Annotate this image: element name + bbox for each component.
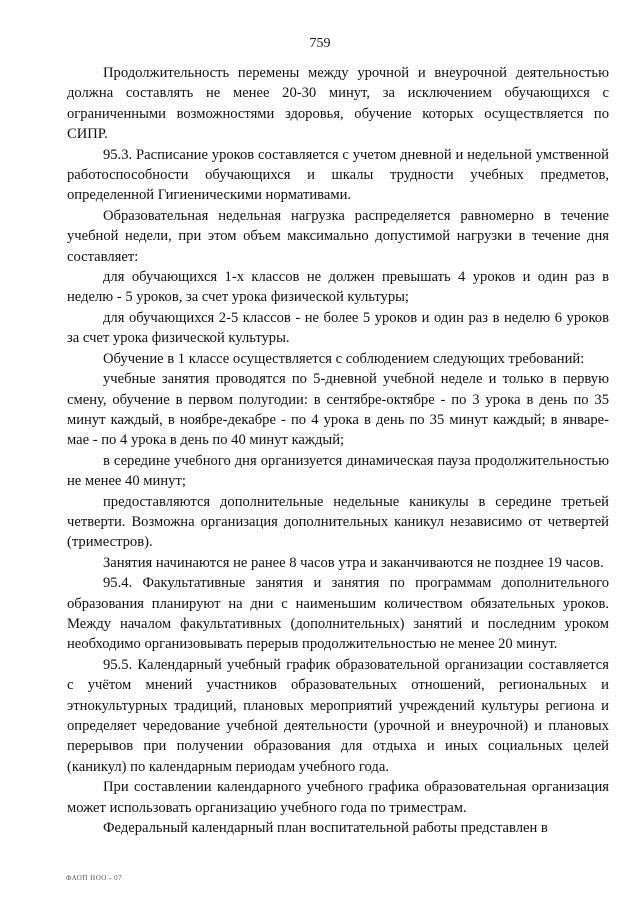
paragraph: Образовательная недельная нагрузка распределяется равномерно в течение учебной недели, при этом объем максимально допустимой нагрузки в течение дня составляет: [67,207,609,265]
paragraph: в середине учебного дня организуется динамическая пауза продолжительностью не менее 40 минут; [67,452,609,490]
paragraph: Обучение в 1 классе осуществляется с соблюдением следующих требований: [103,350,585,367]
paragraph: 95.4. Факультативные занятия и занятия по программам дополнительного образования планируют на дни с наименьшим количеством обязательных уроков. Между началом факультативных (дополнительных) занятий и последним уроком необходимо организовывать перерыв продолжительностью не менее 20 минут. [67,575,609,653]
paragraph: 95.3. Расписание уроков составляется с учетом дневной и недельной умственной работоспособности обучающихся и шкалы трудности учебных предметов, определенной Гигиеническими нормативами. [67,146,609,204]
paragraph: предоставляются дополнительные недельные каникулы в середине третьей четверти. Возможна организация дополнительных каникул независимо от четвертей (триместров). [67,493,609,551]
paragraph: Занятия начинаются не ранее 8 часов утра и заканчиваются не позднее 19 часов. [103,554,604,571]
paragraph: 95.5. Календарный учебный график образовательной организации составляется с учётом мнений участников образовательных отношений, региональных и этнокультурных традиций, плановых мероприятий учреждений культуры региона и определяет чередование учебной деятельности (урочной и внеурочной) и плановых перерывов при получении образования для отдыха и иных социальных целей (каникул) по календарным периодам учебного года. [67,656,609,775]
paragraph: Федеральный календарный план воспитательной работы представлен в [103,820,548,837]
page-number: 759 [309,36,331,51]
document-body [67,63,609,838]
paragraph: При составлении календарного учебного графика образовательная организация может использовать организацию учебного года по триместрам. [67,779,609,816]
paragraph: для обучающихся 2-5 классов - не более 5 уроков и один раз в неделю 6 уроков за счет урока физической культуры. [67,309,609,347]
paragraph: для обучающихся 1-х классов не должен превышать 4 уроков и один раз в неделю - 5 уроков, за счет урока физической культуры; [67,269,609,306]
paragraph: учебные занятия проводятся по 5-дневной учебной неделе и только в первую смену, обучение в первом полугодии: в сентябре-октябре - по 3 урока в день по 35 минут каждый, в ноябре-декабре - по 4 урока в день по 35 минут каждый; в январе-мае - по 4 урока в день по 40 минут каждый; [67,371,609,449]
footer-document-code: ФАОП НОО - 07 [66,874,123,882]
paragraph: Продолжительность перемены между урочной и внеурочной деятельностью должна составлять не менее 20-30 минут, за исключением обучающихся с ограниченными возможностями здоровья, обучение которых осуществляется по СИПР. [67,65,609,143]
